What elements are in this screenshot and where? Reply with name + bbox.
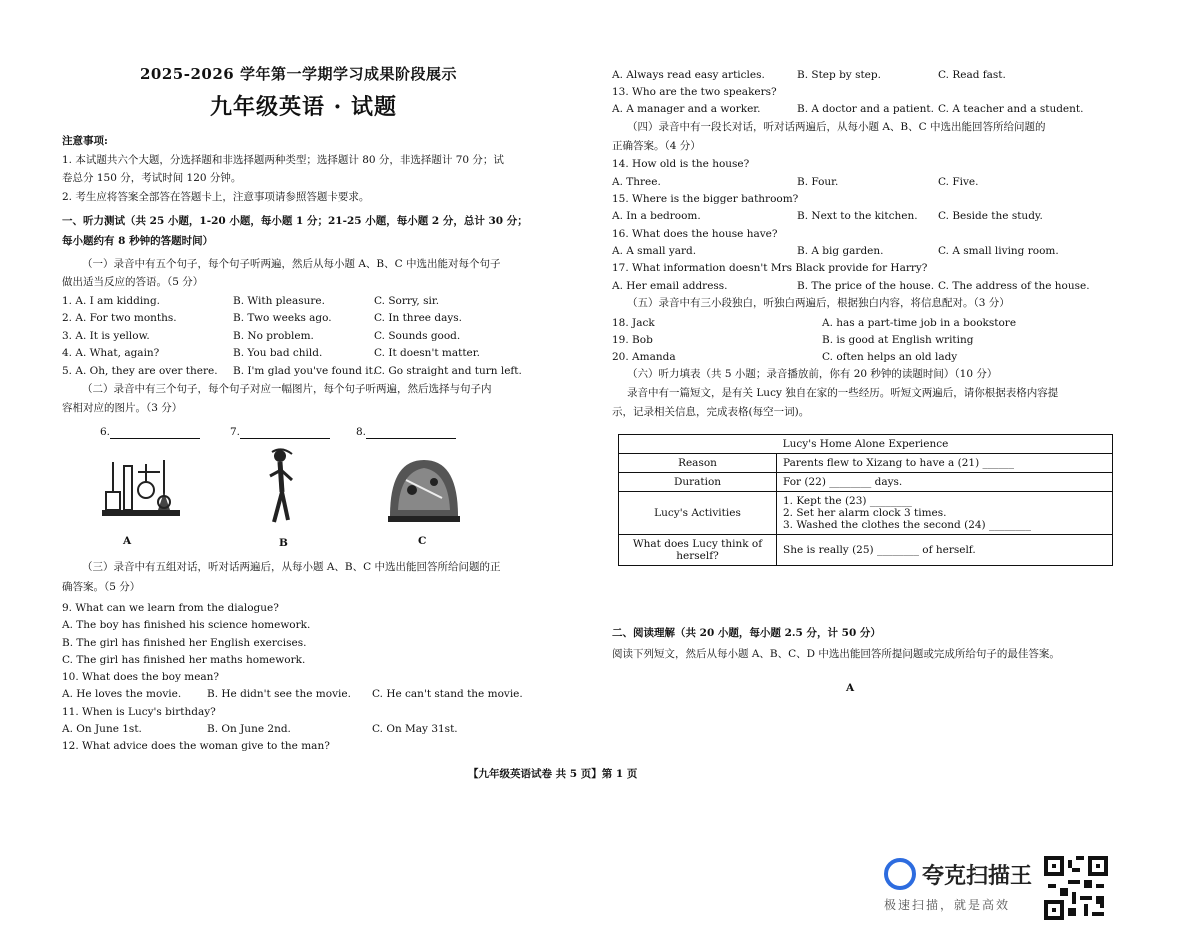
q13-b: B. A doctor and a patient. (797, 103, 934, 115)
q1-b: B. With pleasure. (233, 295, 325, 307)
q4-a: 4. A. What, again? (62, 347, 160, 359)
sec1-instr-b: 做出适当反应的答语。（5 分） (62, 276, 204, 288)
qr-code-icon (1044, 856, 1108, 920)
q16-a: A. A small yard. (612, 245, 697, 257)
q2-b: B. Two weeks ago. (233, 312, 332, 324)
q11-stem: 11. When is Lucy's birthday? (62, 706, 216, 718)
blank-8 (356, 425, 456, 439)
planet-dome-image (386, 454, 462, 524)
sec4-instr-a: （四）录音中有一段长对话，听对话两遍后，从每小题 A、B、C 中选出能回答所给问题的 (627, 121, 1046, 133)
pic-label-b: B (279, 537, 288, 549)
q5-b: B. I'm glad you've found it. (233, 365, 377, 377)
q10-stem: 10. What does the boy mean? (62, 671, 220, 683)
table-label-reason: Reason (619, 454, 777, 473)
sec6-instr-c: 示，记录相关信息，完成表格(每空一词)。 (612, 406, 810, 418)
q17-c: C. The address of the house. (938, 280, 1090, 292)
part2-instruction: 阅读下列短文，然后从每小题 A、B、C、D 中选出能回答所提问题或完成所给句子的最佳答案。 (612, 648, 1060, 660)
sec3-instr-a: （三）录音中有五组对话，听对话两遍后，从每小题 A、B、C 中选出能回答所给问题的正 (82, 561, 501, 573)
scanner-watermark (884, 858, 1032, 913)
q3-b: B. No problem. (233, 330, 314, 342)
table-title: Lucy's Home Alone Experience (619, 435, 1113, 454)
q13-a: A. A manager and a worker. (612, 103, 761, 115)
sec2-instr-a: （二）录音中有三个句子，每个句子对应一幅图片，每个句子听两遍，然后选择与句子内 (82, 383, 492, 395)
page-footer: 【九年级英语试卷 共 5 页】第 1 页 (468, 768, 638, 780)
scanner-slogan: 极速扫描，就是高效 (884, 898, 1011, 912)
blank-7 (230, 425, 330, 439)
q16-c: C. A small living room. (938, 245, 1059, 257)
match-name-19: 19. Bob (612, 334, 653, 346)
part2-heading: 二、阅读理解（共 20 小题，每小题 2.5 分，计 50 分） (612, 627, 881, 639)
sec2-instr-b: 容相对应的图片。（3 分） (62, 402, 183, 414)
q16-stem: 16. What does the house have? (612, 228, 778, 240)
notice-item2: 2. 考生应将答案全部答在答题卡上，注意事项请参照答题卡要求。 (62, 191, 370, 203)
exam-title-line1: 2025-2026 学年第一学期学习成果阶段展示 (140, 65, 457, 83)
q1-a: 1. A. I am kidding. (62, 295, 160, 307)
q15-a: A. In a bedroom. (612, 210, 701, 222)
q10-b: B. He didn't see the movie. (207, 688, 351, 700)
notice-item1a: 1. 本试题共六个大题，分选择题和非选择题两种类型；选择题计 80 分，非选择题计 70 分；试 (62, 154, 504, 166)
passage-label: A (846, 682, 855, 694)
match-opt-c: C. often helps an old lady (822, 351, 958, 363)
q14-a: A. Three. (612, 176, 661, 188)
lucy-table (618, 434, 1113, 566)
part1-heading-a: 一、听力测试（共 25 小题，1-20 小题，每小题 1 分；21-25 小题，每小题 2 分，总计 30 分； (62, 215, 528, 227)
runner-figure-image (262, 448, 302, 524)
q17-stem: 17. What information doesn't Mrs Black provide for Harry? (612, 262, 928, 274)
q9-b: B. The girl has finished her English exercises. (62, 637, 307, 649)
table-label-activities: Lucy's Activities (619, 492, 777, 535)
q9-stem: 9. What can we learn from the dialogue? (62, 602, 279, 614)
sec1-instr-a: （一）录音中有五个句子，每个句子听两遍，然后从每小题 A、B、C 中选出能对每个句子 (82, 258, 501, 270)
sec3-instr-b: 确答案。（5 分） (62, 581, 141, 593)
sec6-instr-a: （六）听力填表（共 5 小题；录音播放前，你有 20 秒钟的读题时间）（10 分） (627, 368, 998, 380)
q11-a: A. On June 1st. (62, 723, 142, 735)
q4-c: C. It doesn't matter. (374, 347, 480, 359)
q1-c: C. Sorry, sir. (374, 295, 440, 307)
blank-6 (100, 425, 200, 439)
part1-heading-b: 每小题约有 8 秒钟的答题时间） (62, 235, 214, 247)
q2-a: 2. A. For two months. (62, 312, 177, 324)
scanner-logo-icon (884, 858, 916, 890)
q3-a: 3. A. It is yellow. (62, 330, 150, 342)
blank-8-label: 8. (356, 426, 367, 438)
q12-c: C. Read fast. (938, 69, 1006, 81)
table-label-opinion: What does Lucy think of herself? (619, 535, 777, 566)
q13-stem: 13. Who are the two speakers? (612, 86, 777, 98)
pic-label-c: C (418, 535, 427, 547)
q12-b: B. Step by step. (797, 69, 881, 81)
activity-3: 3. Washed the clothes the second (24) ________ (783, 519, 1031, 531)
blank-7-label: 7. (230, 426, 241, 438)
q3-c: C. Sounds good. (374, 330, 461, 342)
table-value-duration: For (22) ________ days. (777, 473, 1113, 492)
notice-title: 注意事项: (62, 135, 108, 147)
table-value-activities (777, 492, 1113, 535)
sec5-instr: （五）录音中有三小段独白，听独白两遍后，根据独白内容，将信息配对。（3 分） (627, 297, 1010, 309)
blank-6-label: 6. (100, 426, 111, 438)
q17-a: A. Her email address. (612, 280, 728, 292)
table-value-opinion: She is really (25) ________ of herself. (777, 535, 1113, 566)
q9-a: A. The boy has finished his science homework. (62, 619, 311, 631)
q15-b: B. Next to the kitchen. (797, 210, 918, 222)
q14-stem: 14. How old is the house? (612, 158, 750, 170)
q4-b: B. You bad child. (233, 347, 323, 359)
q11-b: B. On June 2nd. (207, 723, 291, 735)
q15-c: C. Beside the study. (938, 210, 1043, 222)
sec6-instr-b: 录音中有一篇短文，是有关 Lucy 独自在家的一些经历。听短文两遍后，请你根据表格内容提 (627, 387, 1059, 399)
table-value-reason: Parents flew to Xizang to have a (21) ______ (777, 454, 1113, 473)
lab-equipment-image (98, 452, 184, 522)
match-name-18: 18. Jack (612, 317, 655, 329)
q10-c: C. He can't stand the movie. (372, 688, 523, 700)
activity-2: 2. Set her alarm clock 3 times. (783, 507, 947, 519)
q14-b: B. Four. (797, 176, 839, 188)
match-opt-b: B. is good at English writing (822, 334, 974, 346)
q13-c: C. A teacher and a student. (938, 103, 1084, 115)
pic-label-a: A (123, 535, 132, 547)
notice-item1b: 卷总分 150 分，考试时间 120 分钟。 (62, 172, 242, 184)
scanner-name: 夸克扫描王 (922, 863, 1033, 889)
match-opt-a: A. has a part-time job in a bookstore (822, 317, 1017, 329)
q9-c: C. The girl has finished her maths homework. (62, 654, 306, 666)
q2-c: C. In three days. (374, 312, 462, 324)
exam-title-line2: 九年级英语 · 试题 (210, 94, 397, 120)
activity-1: 1. Kept the (23) ________ (783, 495, 912, 507)
q17-b: B. The price of the house. (797, 280, 935, 292)
q11-c: C. On May 31st. (372, 723, 458, 735)
table-label-duration: Duration (619, 473, 777, 492)
q12-stem: 12. What advice does the woman give to the man? (62, 740, 330, 752)
match-name-20: 20. Amanda (612, 351, 676, 363)
q14-c: C. Five. (938, 176, 979, 188)
sec4-instr-b: 正确答案。（4 分） (612, 140, 701, 152)
q5-c: C. Go straight and turn left. (374, 365, 522, 377)
q15-stem: 15. Where is the bigger bathroom? (612, 193, 799, 205)
q12-a: A. Always read easy articles. (612, 69, 765, 81)
q5-a: 5. A. Oh, they are over there. (62, 365, 218, 377)
q16-b: B. A big garden. (797, 245, 884, 257)
q10-a: A. He loves the movie. (62, 688, 182, 700)
